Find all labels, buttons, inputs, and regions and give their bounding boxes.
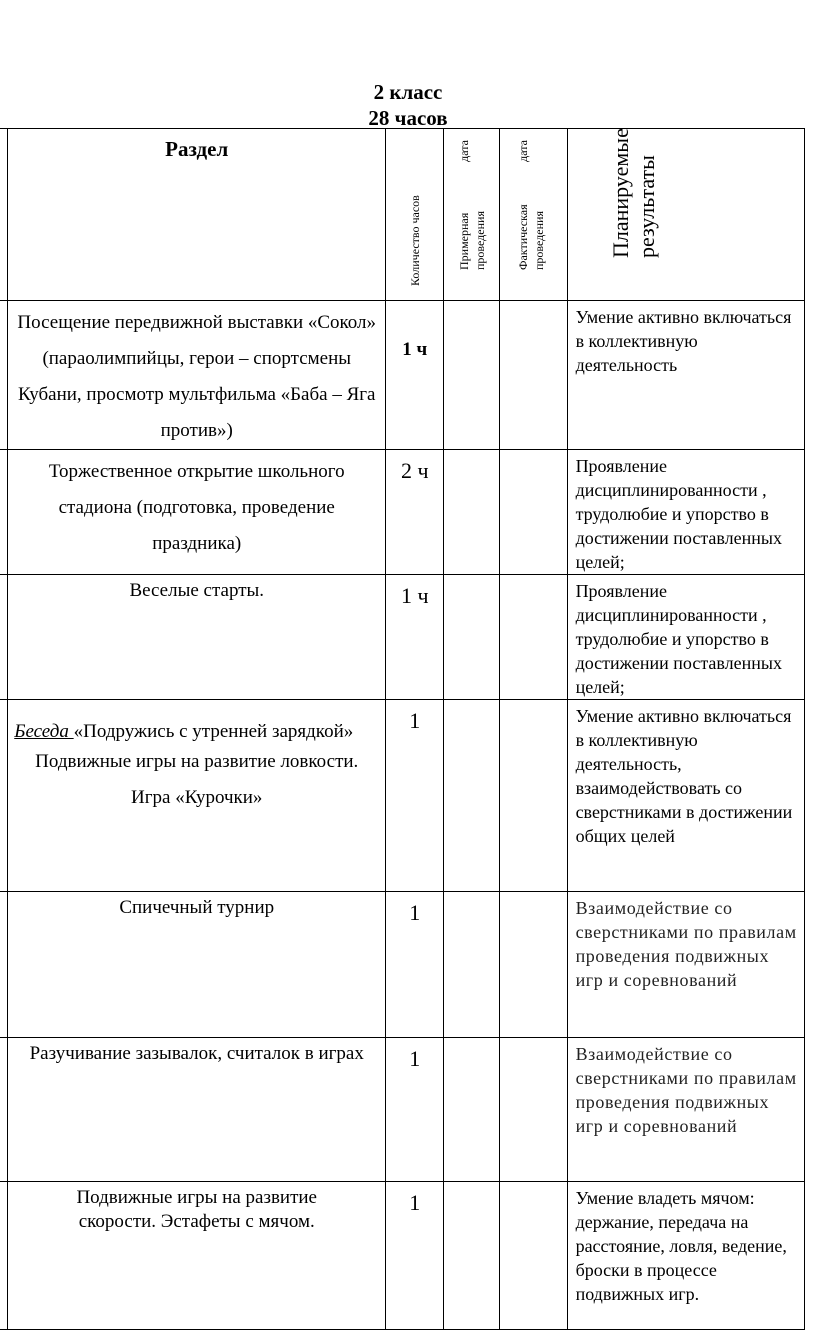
hours-header-cell — [386, 129, 444, 301]
section-line2: Подвижные игры на развитие ловкости. Игра «Курочки» — [35, 751, 359, 808]
hours-total-title: 28 часов — [368, 106, 448, 130]
actual-date-cell — [500, 575, 567, 700]
section-cell: Подвижные игры на развитие скорости. Эстафеты с мячом. — [8, 1182, 386, 1330]
hours-cell: 1 — [386, 892, 444, 1038]
table-row — [0, 892, 805, 1038]
results-cell: Взаимодействие со сверстниками по правилам проведения подвижных игр и соревнований — [567, 1038, 804, 1182]
table-header-row — [0, 129, 805, 301]
table-row — [0, 575, 805, 700]
actual-date-cell — [500, 1182, 567, 1330]
results-header: Планируемые результаты — [607, 128, 659, 258]
actual-date-header: Фактическая дата проведения — [516, 140, 547, 270]
actual-date-header-cell — [500, 129, 567, 301]
section-emphasis: Беседа — [14, 721, 74, 742]
planned-date-header-cell — [444, 129, 500, 301]
results-cell: Проявление дисциплинированности , трудолюбие и упорство в достижении поставленных целей; — [567, 575, 804, 700]
number-header-cell — [0, 129, 8, 301]
hours-cell: 1 — [386, 700, 444, 892]
hours-cell: 1 — [386, 1182, 444, 1330]
planned-date-cell — [444, 700, 500, 892]
actual-date-cell — [500, 1038, 567, 1182]
results-cell: Взаимодействие со сверстниками по правилам проведения подвижных игр и соревнований — [567, 892, 804, 1038]
section-cell — [8, 700, 386, 892]
actual-date-cell — [500, 700, 567, 892]
planned-date-header: Примерная дата проведения — [456, 140, 487, 270]
hours-cell: 1 ч — [386, 301, 444, 450]
section-cell: Разучивание зазывалок, считалок в играх — [8, 1038, 386, 1182]
section-cell: Торжественное открытие школьного стадиона (подготовка, проведение праздника) — [8, 450, 386, 575]
table-row — [0, 1038, 805, 1182]
planned-date-cell — [444, 575, 500, 700]
actual-date-cell — [500, 450, 567, 575]
actual-date-cell — [500, 301, 567, 450]
hours-cell: 1 ч — [386, 575, 444, 700]
planned-date-cell — [444, 450, 500, 575]
actual-date-cell — [500, 892, 567, 1038]
results-cell: Умение активно включаться в коллективную деятельность, взаимодействовать со сверстниками в достижении общих целей — [567, 700, 804, 892]
table-row — [0, 700, 805, 892]
section-cell: Веселые старты. — [8, 575, 386, 700]
hours-cell: 1 — [386, 1038, 444, 1182]
results-cell: Умение владеть мячом: держание, передача на расстояние, ловля, ведение, броски в процессе подвижных игр. — [567, 1182, 804, 1330]
plan-table — [0, 128, 805, 1330]
section-line1: «Подружись с утренней зарядкой» — [73, 721, 354, 742]
planned-date-cell — [444, 892, 500, 1038]
results-cell: Проявление дисциплинированности , трудолюбие и упорство в достижении поставленных целей; — [567, 450, 804, 575]
section-cell: Спичечный турнир — [8, 892, 386, 1038]
planned-date-cell — [444, 301, 500, 450]
grade-title: 2 класс — [373, 80, 443, 104]
results-header-cell — [567, 129, 804, 301]
hours-header: Количество часов — [407, 195, 422, 286]
table-row — [0, 1182, 805, 1330]
results-cell: Умение активно включаться в коллективную деятельность — [567, 301, 804, 450]
section-header: Раздел — [8, 129, 386, 301]
planned-date-cell — [444, 1182, 500, 1330]
table-row — [0, 450, 805, 575]
table-row — [0, 301, 805, 450]
section-cell: Посещение передвижной выставки «Сокол» (параолимпийцы, герои – спортсмены Кубани, просмотр мультфильма «Баба – Яга против») — [8, 301, 386, 450]
hours-cell: 2 ч — [386, 450, 444, 575]
planned-date-cell — [444, 1038, 500, 1182]
